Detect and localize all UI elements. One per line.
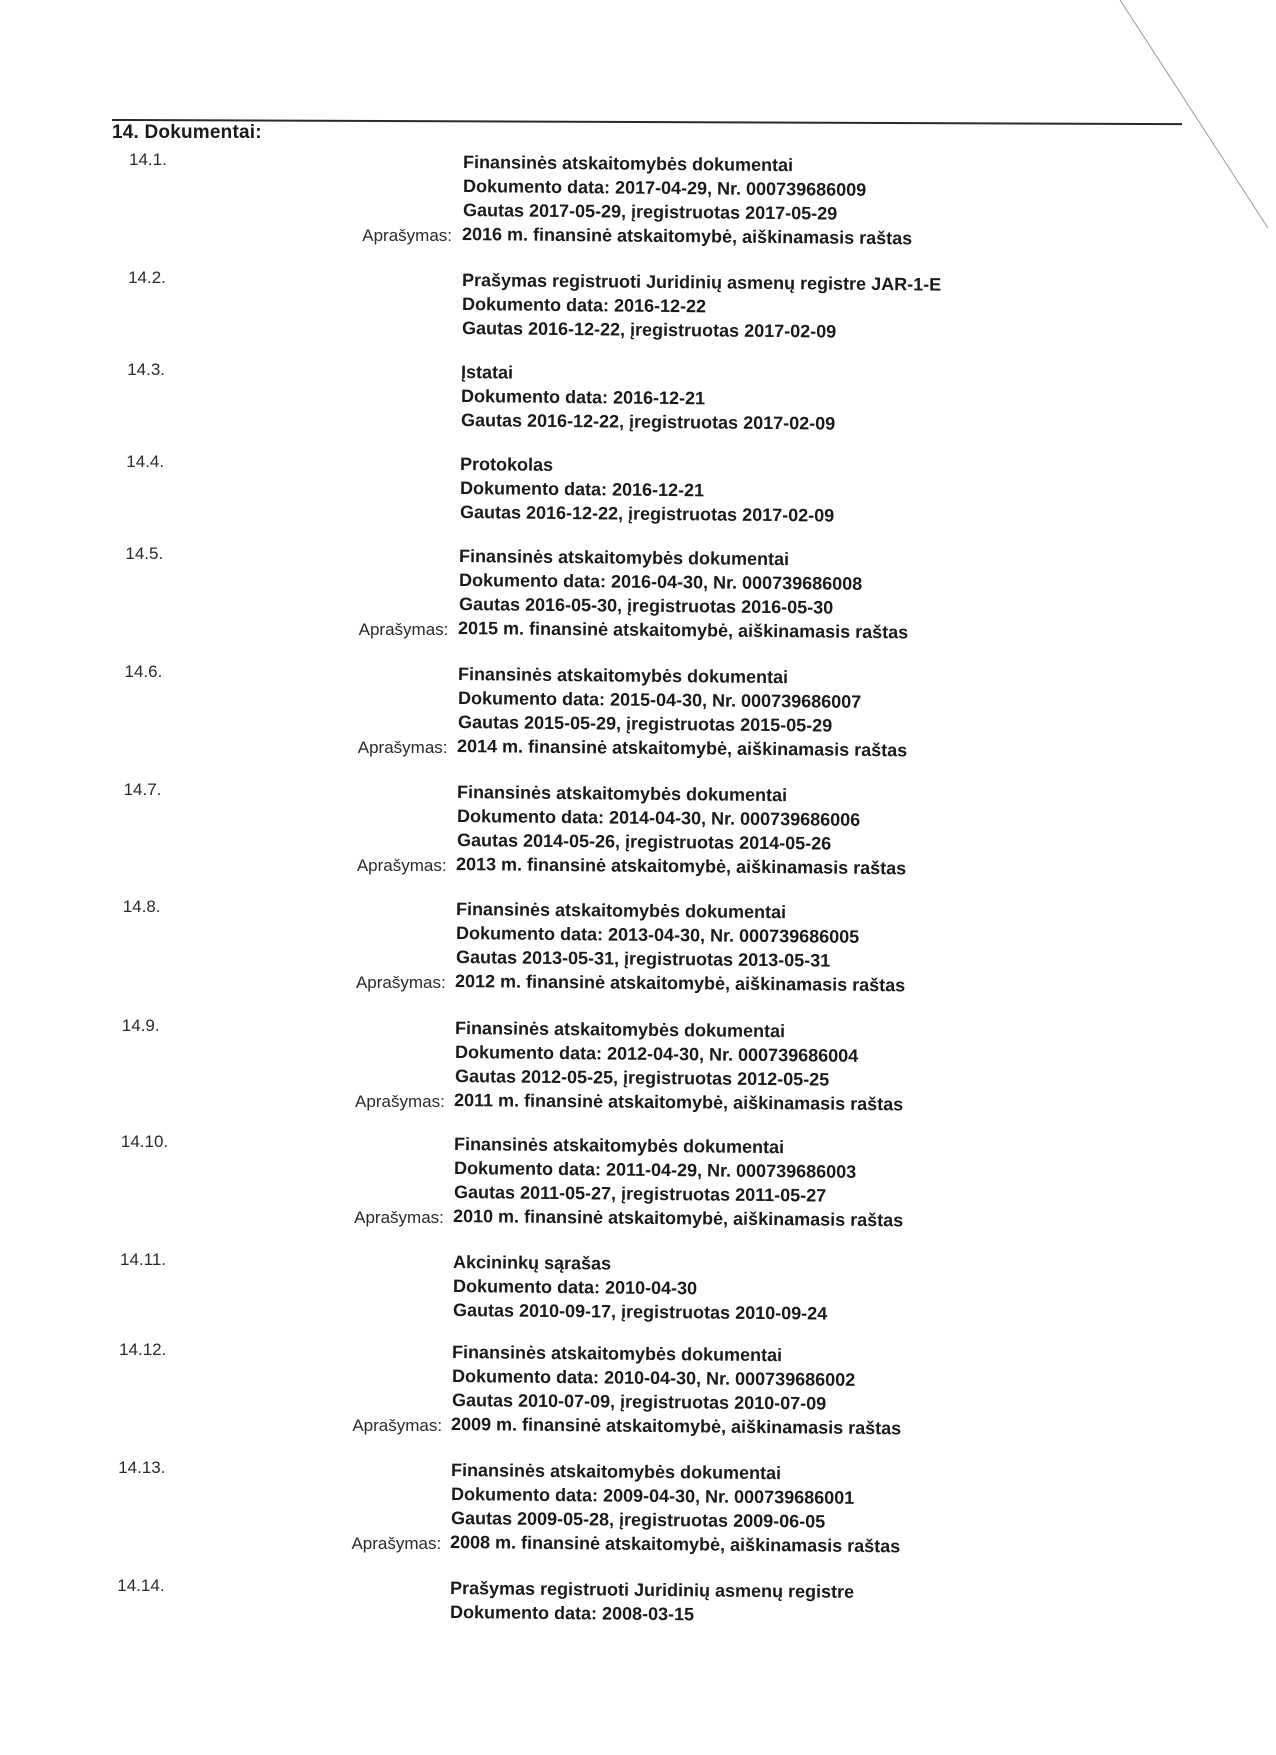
document-number: 14.13. — [118, 1458, 166, 1477]
document-date: Dokumento data: 2008-03-15 — [450, 1602, 695, 1625]
document-date: Dokumento data: 2009-04-30, Nr. 000739686001 — [451, 1484, 855, 1508]
document-received: Gautas 2010-07-09, įregistruotas 2010-07-09 — [452, 1390, 827, 1414]
description-label: Aprašymas: — [355, 973, 446, 992]
document-name: Finansinės atskaitomybės dokumentai — [458, 546, 790, 570]
document-received: Gautas 2016-05-30, įregistruotas 2016-05-30 — [458, 594, 834, 618]
document-number: 14.4. — [126, 452, 165, 471]
document-name: Finansinės atskaitomybės dokumentai — [454, 1018, 786, 1042]
document-description: 2009 m. finansinė atskaitomybė, aiškinamasis raštas — [451, 1414, 902, 1439]
document-name: Akcininkų sąrašas — [453, 1252, 612, 1274]
document-number: 14.12. — [119, 1340, 167, 1359]
document-name: Finansinės atskaitomybės dokumentai — [455, 899, 787, 923]
document-name: Finansinės atskaitomybės dokumentai — [462, 152, 794, 176]
description-label: Aprašymas: — [358, 620, 449, 639]
document-received: Gautas 2011-05-27, įregistruotas 2011-05-27 — [453, 1182, 827, 1206]
document-number: 14.3. — [127, 360, 165, 379]
document-date: Dokumento data: 2014-04-30, Nr. 000739686006 — [456, 806, 861, 830]
document-name: Prašymas registruoti Juridinių asmenų registre JAR-1-E — [461, 270, 942, 295]
document-name: Finansinės atskaitomybės dokumentai — [452, 1342, 783, 1366]
document-name: Finansinės atskaitomybės dokumentai — [451, 1460, 782, 1484]
description-label: Aprašymas: — [355, 1092, 445, 1111]
document-name: Protokolas — [459, 454, 554, 475]
description-label: Aprašymas: — [356, 856, 447, 875]
document-received: Gautas 2009-05-28, įregistruotas 2009-06-05 — [451, 1508, 826, 1532]
document-number: 14.5. — [125, 544, 164, 563]
document-name: Finansinės atskaitomybės dokumentai — [457, 664, 789, 688]
document-number: 14.2. — [128, 268, 166, 287]
document-date: Dokumento data: 2016-12-21 — [460, 386, 706, 409]
description-label: Aprašymas: — [357, 738, 448, 757]
document-number: 14.11. — [120, 1250, 167, 1269]
document-date: Dokumento data: 2016-04-30, Nr. 000739686008 — [458, 570, 863, 594]
document-number: 14.6. — [124, 662, 163, 681]
document-description: 2008 m. finansinė atskaitomybė, aiškinamasis raštas — [450, 1532, 901, 1557]
document-date: Dokumento data: 2011-04-29, Nr. 000739686003 — [453, 1158, 857, 1182]
document-received: Gautas 2014-05-26, įregistruotas 2014-05-26 — [456, 830, 832, 854]
document-date: Dokumento data: 2017-04-29, Nr. 000739686009 — [462, 176, 867, 200]
document-received: Gautas 2016-12-22, įregistruotas 2017-02-09 — [460, 410, 836, 434]
document-date: Dokumento data: 2010-04-30, Nr. 000739686002 — [452, 1366, 856, 1390]
document-name: Finansinės atskaitomybės dokumentai — [456, 782, 788, 806]
document-description: 2016 m. finansinė atskaitomybė, aiškinamasis raštas — [461, 224, 913, 249]
section-title: 14. Dokumentai: — [112, 122, 262, 143]
document-received: Gautas 2016-12-22, įregistruotas 2017-02-09 — [461, 318, 837, 342]
document-received: Gautas 2012-05-25, įregistruotas 2012-05-25 — [454, 1066, 830, 1090]
document-name: Finansinės atskaitomybės dokumentai — [453, 1134, 785, 1158]
document-date: Dokumento data: 2010-04-30 — [453, 1276, 698, 1299]
document-date: Dokumento data: 2016-12-22 — [461, 294, 707, 317]
document-description: 2014 m. finansinė atskaitomybė, aiškinamasis raštas — [456, 736, 908, 761]
document-number: 14.1. — [129, 150, 167, 169]
document-description: 2015 m. finansinė atskaitomybė, aiškinamasis raštas — [457, 618, 909, 643]
document-number: 14.14. — [117, 1576, 165, 1595]
document-received: Gautas 2010-09-17, įregistruotas 2010-09-24 — [453, 1300, 828, 1324]
document-number: 14.10. — [120, 1132, 169, 1151]
description-label: Aprašymas: — [354, 1208, 444, 1227]
document-date: Dokumento data: 2012-04-30, Nr. 000739686004 — [454, 1042, 859, 1066]
document-date: Dokumento data: 2013-04-30, Nr. 000739686005 — [455, 923, 860, 947]
document-description: 2012 m. finansinė atskaitomybė, aiškinamasis raštas — [454, 971, 906, 996]
document-description: 2010 m. finansinė atskaitomybė, aiškinamasis raštas — [452, 1206, 904, 1231]
document-number: 14.8. — [122, 897, 161, 916]
document-description: 2011 m. finansinė atskaitomybė, aiškinamasis raštas — [453, 1090, 904, 1115]
document-received: Gautas 2013-05-31, įregistruotas 2013-05-31 — [455, 947, 831, 971]
document-number: 14.7. — [123, 780, 162, 799]
document-name: Prašymas registruoti Juridinių asmenų registre — [450, 1578, 855, 1602]
document-date: Dokumento data: 2015-04-30, Nr. 000739686007 — [457, 688, 862, 712]
document-date: Dokumento data: 2016-12-21 — [459, 478, 705, 501]
description-label: Aprašymas: — [352, 1416, 443, 1435]
document-name: Įstatai — [460, 362, 514, 383]
document-received: Gautas 2017-05-29, įregistruotas 2017-05-29 — [462, 200, 838, 224]
document-received: Gautas 2016-12-22, įregistruotas 2017-02-09 — [459, 502, 835, 526]
document-received: Gautas 2015-05-29, įregistruotas 2015-05-29 — [457, 712, 833, 736]
description-label: Aprašymas: — [362, 226, 452, 245]
description-label: Aprašymas: — [351, 1534, 442, 1553]
document-number: 14.9. — [121, 1016, 160, 1035]
document-description: 2013 m. finansinė atskaitomybė, aiškinamasis raštas — [455, 854, 907, 879]
